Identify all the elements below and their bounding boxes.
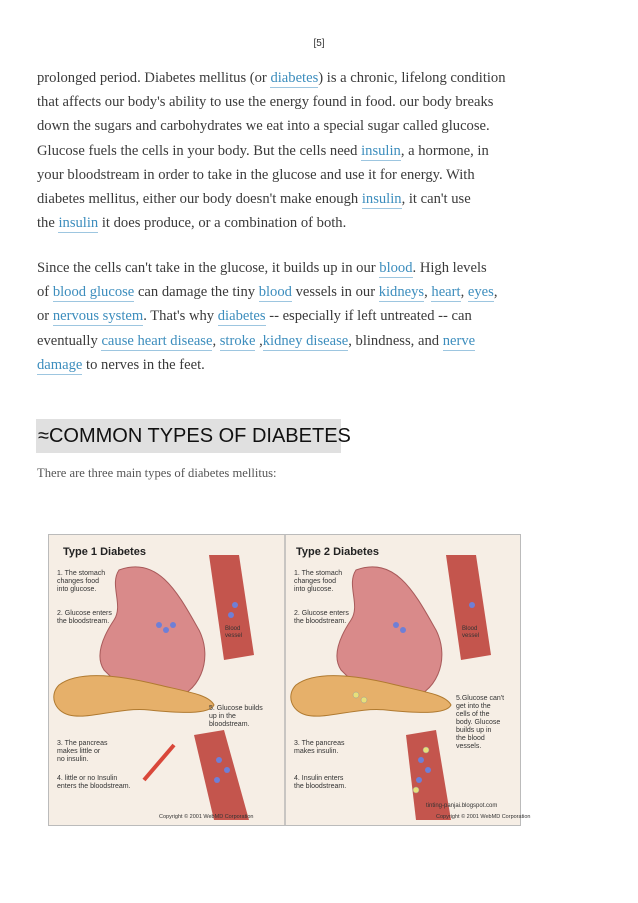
glucose-note: 5.Glucose can't get into the cells of the body. Glucose builds up in the blood vessels. — [456, 695, 505, 750]
text-line — [37, 353, 607, 377]
text-segment: to nerves in the feet. — [82, 356, 205, 373]
type1-panel — [49, 535, 284, 825]
text-segment: . High levels — [412, 260, 487, 276]
text-segment: diabetes mellitus, either our body doesn't make enough — [37, 190, 362, 207]
text-segment: , a hormone, in — [400, 142, 489, 159]
glucose-note: 5. Glucose builds up in the bloodstream. — [209, 705, 263, 728]
hyperlink[interactable]: nervous system — [52, 308, 144, 325]
panel-title: Type 2 Diabetes — [296, 546, 379, 558]
intro-text: There are three main types of diabetes mellitus: — [37, 466, 277, 480]
text-segment: -- especially if left untreated -- can — [265, 308, 472, 325]
text-line — [37, 187, 607, 211]
step-2: 2. Glucose enters the bloodstream. — [294, 610, 349, 625]
step-4: 4. Insulin enters the bloodstream. — [294, 775, 347, 790]
paragraph-diabetes-definition — [37, 66, 607, 235]
hyperlink[interactable]: cause heart disease — [101, 332, 213, 349]
hyperlink[interactable]: blood — [379, 260, 413, 276]
hyperlink[interactable]: damage — [37, 356, 83, 373]
text-segment: that affects our body's ability to use the energy found in food. our body breaks — [37, 94, 494, 111]
text-segment: your bloodstream in order to take in the glucose and use it for energy. With — [37, 166, 475, 183]
text-segment: eventually — [37, 332, 102, 349]
text-line — [37, 90, 607, 114]
text-segment: down the sugars and carbohydrates we eat into a special sugar called glucose. — [37, 118, 490, 135]
text-segment: , blindness, and — [348, 332, 443, 349]
step-1: 1. The stomach changes food into glucose. — [294, 570, 343, 593]
text-line — [37, 66, 607, 90]
text-segment: of — [37, 284, 53, 301]
text-line — [37, 329, 607, 353]
text-segment: , — [460, 284, 468, 301]
text-segment: prolonged period. Diabetes mellitus (or — [37, 70, 271, 86]
text-line — [37, 114, 607, 138]
text-segment: vessels in our — [291, 284, 379, 301]
step-4: 4. little or no Insulin enters the bloodstream. — [57, 775, 131, 790]
step-3: 3. The pancreas makes insulin. — [294, 740, 345, 755]
hyperlink[interactable]: blood glucose — [52, 284, 135, 301]
text-segment: or — [37, 308, 53, 325]
copyright: Copyright © 2001 WebMD Corporation — [436, 814, 531, 820]
vessel-label: Blood vessel — [225, 626, 243, 639]
text-line — [37, 163, 607, 187]
hyperlink[interactable]: diabetes — [217, 308, 266, 325]
hyperlink[interactable]: insulin — [361, 142, 401, 159]
text-segment: it does produce, or a combination of both. — [98, 215, 347, 232]
vessel-label: Blood vessel — [462, 626, 480, 639]
diabetes-types-figure — [48, 534, 531, 826]
paragraph-diabetes-complications — [37, 256, 607, 377]
hyperlink[interactable]: diabetes — [270, 70, 319, 86]
hyperlink[interactable]: kidney disease — [262, 332, 349, 349]
text-line — [37, 211, 607, 235]
text-segment: , it can't use — [401, 190, 471, 207]
step-2: 2. Glucose enters the bloodstream. — [57, 610, 112, 625]
copyright: Copyright © 2001 WebMD Corporation — [159, 814, 254, 820]
text-line — [37, 139, 607, 163]
step-1: 1. The stomach changes food into glucose. — [57, 570, 106, 593]
text-segment: ) is a chronic, lifelong condition — [318, 70, 506, 86]
text-line — [37, 280, 607, 304]
hyperlink[interactable]: nerve — [442, 332, 476, 349]
watermark: tinting-panjai.blogspot.com — [426, 803, 498, 809]
text-segment: Since the cells can't take in the glucose, it builds up in our — [37, 260, 380, 276]
hyperlink[interactable]: insulin — [58, 215, 99, 232]
section-heading: ≈COMMON TYPES OF DIABETES — [36, 419, 341, 453]
text-segment: , — [212, 332, 220, 349]
page-number: [5] — [313, 38, 325, 49]
text-segment: . That's why — [143, 308, 218, 325]
hyperlink[interactable]: blood — [258, 284, 292, 301]
hyperlink[interactable]: heart — [431, 284, 461, 301]
hyperlink[interactable]: insulin — [361, 190, 402, 207]
panel-title: Type 1 Diabetes — [63, 546, 146, 558]
text-segment: , — [493, 284, 498, 301]
text-segment: , — [424, 284, 432, 301]
hyperlink[interactable]: stroke — [219, 332, 256, 349]
type2-panel — [286, 535, 530, 825]
text-line — [37, 304, 607, 328]
text-segment: , — [255, 332, 263, 349]
step-3: 3. The pancreas makes little or no insulin. — [57, 740, 108, 763]
text-segment: Glucose fuels the cells in your body. But the cells need — [37, 142, 362, 159]
hyperlink[interactable]: eyes — [467, 284, 494, 301]
text-segment: can damage the tiny — [134, 284, 259, 301]
hyperlink[interactable]: kidneys — [378, 284, 425, 301]
text-line — [37, 256, 607, 280]
text-segment: the — [37, 215, 59, 232]
